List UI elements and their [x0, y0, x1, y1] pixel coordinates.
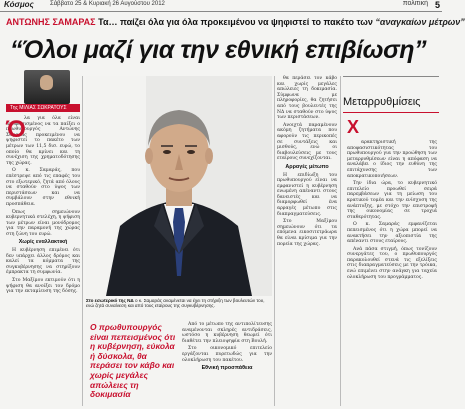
subhead: Εθνική προσπάθεια — [201, 365, 253, 372]
subhead: Αρραγές μέτωπο — [285, 163, 329, 170]
kicker — [6, 17, 465, 27]
headline: “Όλοι μαζί για την εθνική επιβίωση” — [10, 36, 427, 64]
column-divider — [82, 76, 83, 406]
pull-quote: Ο πρωθυπουργός είναι πεπεισμένος ότι η κυβέρνηση, εύκολα ή δύσκολα, θα περάσει τον κάβο και χωρίς μεγάλες απώλειες τη δοκιμασία — [90, 322, 176, 400]
caption-lead: Στο εσωτερικό της ΝΔ — [86, 298, 134, 303]
page-number: 5 — [434, 0, 440, 10]
sidebar-column — [347, 140, 437, 406]
article-photo — [86, 76, 272, 296]
paragraph: Ο κ. Σαμαράς εμφανίζεται πεπεισμένος ότι η χώρα μπορεί να ανακτήσει την αξιοπιστία της απέναντι στους εταίρους. — [347, 222, 437, 245]
issue-date: Σάββατο 25 & Κυριακή 26 Αυγούστου 2012 — [50, 1, 165, 7]
paragraph: Στο Μαξίμου σημειώνουν ότι τα επόμενα εικοσιτετράωρα θα είναι κρίσιμα για την πορεία της χώρας. — [277, 219, 337, 247]
paragraph: Η επιδίωξη του πρωθυπουργού είναι να εμφανιστεί η κυβέρνηση ενωμένη απέναντι στους δανειστές και να διαμορφωθεί ένα αρραγές μέτωπο στις διαπραγματεύσεις. — [277, 172, 337, 217]
photo-caption — [86, 298, 272, 309]
sidebar-top-rule — [343, 76, 439, 77]
paragraph: αρακτηριστική της αποφασιστικότητας του πρωθυπουργού για την προώθηση των μεταρρυθμίσεων είναι η απόφαση να αναλάβει ο ίδιος την ευθύνη της επιτάχυνσης των αποκρατικοποιήσεων. — [347, 140, 437, 179]
column-divider — [274, 76, 275, 406]
subhead: Χωρίς εναλλακτική — [18, 239, 68, 246]
newspaper-logo: Κόσμος — [4, 0, 34, 9]
sidebar-drop-cap: Χ — [347, 117, 360, 137]
masthead — [0, 0, 442, 12]
politician-photo-icon — [86, 76, 272, 296]
section-name: πολιτική — [402, 0, 428, 7]
article-column-3 — [277, 76, 337, 406]
paragraph: λα για όλα είναι αποφασισμένος να τα παίξει ο πρωθυπουργός Αντώνης Σαμαράς προκειμένου να ψηφιστεί το πακέτο των μέτρων των 11,5 δισ. ευρώ, το οποίο θα κρίνει και τη συνέχιση της χρηματοδότησης της χώρας. — [6, 116, 80, 166]
caption-text: ο κ. Σαμαράς αναμένεται να έχει τη στήριξη των βουλευτών του, ενώ ζητά συναίνεση και από τους εταίρους της συγκυβέρνησης. — [86, 298, 265, 309]
drop-cap: Ό — [6, 116, 26, 143]
paragraph: Την ίδια ώρα, το κυβερνητικό επιτελείο προωθεί σειρά παρεμβάσεων για τη μείωση του κρατικού τομέα και την ενίσχυση της ανάπτυξης, με στόχο την επιστροφή της οικονομίας σε τροχιά σταθερότητας. — [347, 181, 437, 220]
paragraph: Από το μέτωπο της αντιπολίτευσης αναμένονται σκληρές αντιδράσεις, ωστόσο η κυβέρνηση θεωρεί ότι διαθέτει την πλειοψηφία στη Βουλή. — [182, 322, 272, 344]
article-column-2 — [182, 322, 272, 406]
paragraph: Ανοιχτά παραμένουν ακόμη ζητήματα που αφορούν τις περικοπές σε συντάξεις και μισθούς, ενώ οι διαβουλεύσεις με τους εταίρους συνεχίζονται. — [277, 122, 337, 162]
kicker-speaker: ΑΝΤΩΝΗΣ ΣΑΜΑΡΑΣ — [6, 17, 96, 27]
paragraph: Στο οικονομικό επιτελείο εργάζονται πυρετωδώς για την ολοκλήρωση του πακέτου. — [182, 346, 272, 363]
byline: Της ΜΙΛΙΑΣ ΣΩΚΡΑΤΟΥΣ — [6, 104, 80, 112]
paragraph: Στο Μαξίμου εκτιμούν ότι η ψήφιση θα ανοίξει τον δρόμο για την εκταμίευση της δόσης. — [6, 278, 80, 295]
sidebar-title: Μεταρρυθμίσεις — [343, 96, 421, 108]
kicker-text: Τα… παίζει όλα για όλα προκειμένου να ψηφιστεί το πακέτο των — [98, 17, 373, 27]
column-divider — [340, 76, 341, 406]
paragraph: θα περάσει τον κάβο και χωρίς μεγάλες απώλειες τη δοκιμασία. Σύμφωνα με πληροφορίες, θα ζητήσει από τους βουλευτές της ΝΔ να σταθούν στο ύψος των περιστάσεων. — [277, 76, 337, 121]
kicker-quote: “αναγκαίων μέτρων” — [375, 17, 465, 27]
article-column-1 — [6, 116, 80, 406]
paragraph: Ανά πάσα στιγμή, όπως τονίζουν συνεργάτες του, ο πρωθυπουργός παρακολουθεί στενά τις εξελίξεις στις διαπραγματεύσεις με την τρόικα, ενώ επιμένει στην ανάγκη για ταχεία ολοκλήρωση του προγράμματος. — [347, 246, 437, 280]
sidebar-rule — [343, 112, 439, 113]
author-photo — [24, 70, 70, 104]
paragraph: Όπως σημειώνουν κυβερνητικά στελέχη, η ψήφιση των μέτρων είναι μονόδρομος για την παραμονή της χώρας στη ζώνη του ευρώ. — [6, 209, 80, 237]
paragraph: Η κυβέρνηση επιμένει ότι δεν υπάρχει άλλος δρόμος και καλεί τα κόμματα της συγκυβέρνησης να στηρίξουν έμπρακτα τη συμφωνία. — [6, 248, 80, 276]
paragraph: Ο κ. Σαμαράς, που επέστρεψε από τις επαφές του στο εξωτερικό, ζητά από όλους να σταθούν στο ύψος των περιστάσεων και να συμβάλουν στην εθνική προσπάθεια. — [6, 168, 80, 207]
